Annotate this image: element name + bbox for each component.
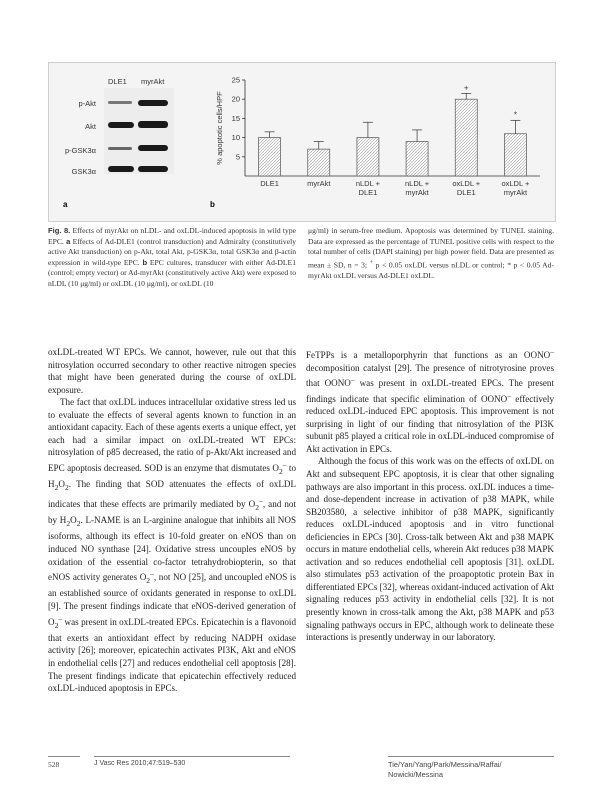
blot-band — [138, 100, 168, 106]
y-tick-label: 20 — [231, 94, 240, 104]
bar — [259, 138, 281, 176]
figure-caption-right: μg/ml) in serum-free medium. Apoptosis was determined by TUNEL staining. Data are expressed as the percentage of TUNEL positive cells with respect to the total number of cells (DAPI staining) per high power field. Data are presented as mean ± SD, n = 3; + p < 0.05 oxLDL versus nLDL or control; * p < 0.05 Ad-myrAkt oxLDL versus Ad-DLE1 oxLDL. — [308, 226, 554, 280]
blot-band — [108, 101, 132, 104]
x-tick-label: myrAkt — [307, 179, 331, 188]
blot-band — [108, 122, 134, 128]
blot-row-label: p-Akt — [78, 99, 96, 108]
body-column-right — [306, 346, 554, 644]
bar — [357, 138, 379, 176]
y-tick-label: 10 — [231, 133, 240, 143]
footer-rule — [94, 756, 290, 757]
blot-column-label-myrakt: myrAkt — [141, 77, 165, 86]
apoptosis-bar-chart — [210, 70, 550, 210]
body-paragraph: The fact that oxLDL induces intracellular oxidative stress led us to evaluate the effects of several agents known to function in an antioxidant capacity. Each of these agents exerts a unique effect, yet each had a similar impact on oxLDL-treated WT EPCs: nitrosylation of p85 decreased, the ratio of p-Akt/Akt increased and EPC apoptosis decreased. SOD is an enzyme that dismutates $O_2^-$ to $H_2O_2$. The finding that SOD attenuates the effects of oxLDL indicates that these effects are primarily mediated by $O_2^-$, and not by $H_2O_2$. L-NAME is an L-arginine analogue that inhibits all NOS isoforms, although its effect is 10-fold greater on eNOS than on induced NO synthase [24]. Oxidative stress uncouples eNOS by oxidation of the essential co-factor tetrahydrobiopterin, so that eNOS activity generates $O_2^-$, not NO [25], and uncoupled eNOS is an established source of oxidants generated in response to oxLDL [9]. The present findings indicate that eNOS-derived generation of $O_2^-$ was present in oxLDL-treated EPCs. Epicatechin is a flavonoid that exerts an antioxidant effect by reducing NADPH oxidase activity [26]; moreover, epicatechin activates PI3K, Akt and eNOS in endothelial cells [27] and reduces endothelial cell apoptosis [28]. The present findings indicate that epicatechin effectively reduced oxLDL-induced apoptosis in EPCs. — [48, 397, 296, 694]
footer-rule — [388, 756, 554, 757]
journal-citation: J Vasc Res 2010;47:519–530 — [94, 760, 186, 767]
blot-band — [138, 145, 168, 151]
figure-caption-left: Fig. 8. Effects of myrAkt on nLDL- and oxLDL-induced apoptosis in wild type EPC. a Effects of Ad-DLE1 (control transduction) and Admiralty (constitutively active Akt transduction) on p-Akt, total Akt, p-GSK3α, total GSK3α and β-actin expression in wild-type EPC. b EPC cultures, transducer with either Ad-DLE1 (control; empty vector) or Ad-myrAkt (constitutively active Akt) were exposed to nLDL (10 μg/ml) or oxLDL (10 μg/ml), or oxLDL (10 — [48, 226, 296, 288]
significance-marker: + — [463, 83, 469, 93]
x-tick-label: myrAkt — [405, 188, 429, 197]
y-tick-label: 5 — [235, 152, 240, 162]
y-tick-label: 15 — [231, 113, 240, 123]
page-number: 528 — [48, 760, 60, 769]
x-tick-label: oxLDL + — [452, 179, 481, 188]
author-line: Nowicki/Messina — [388, 770, 444, 779]
x-tick-label: DLE1 — [456, 188, 476, 197]
body-column-left — [48, 346, 296, 695]
x-tick-label: nLDL + — [405, 179, 430, 188]
body-paragraph: FeTPPs is a metalloporphyrin that functions as an OONO– decomposition catalyst [29]. The presence of nitrotyrosine proves that OONO– was present in oxLDL-treated EPCs. The present findings indicate that specific elimination of OONO– effectively reduced oxLDL-induced EPC apoptosis. This improvement is not surprising in light of our finding that nitrosylation of the PI3K subunit p85 played a critical role in oxLDL-induced compromise of Akt activation in EPCs. — [306, 347, 555, 454]
blot-band — [138, 166, 168, 172]
x-tick-label: nLDL + — [355, 179, 380, 188]
blot-band — [108, 147, 132, 150]
body-paragraph: Although the focus of this work was on the effects of oxLDL on Akt and subsequent EPC apoptosis, it is clear that other signaling pathways are also important in this process. oxLDL induces a time- and dose-dependent increase in activation of p38 MAPK, while SB203580, a selective inhibitor of p38 MAPK, significantly reduces oxLDL-induced apoptosis and in vitro functional deficiencies in EPCs [30]. Cross-talk between Akt and p38 MAPK occurs in mature endothelial cells, wherein Akt reduces p38 MAPK activation and so reduces endothelial cell apoptosis [31]. oxLDL also stimulates p53 activation of the proapoptotic protein Bax in differentiated EPCs [32], whereas oxidant-induced activation of Akt signaling reduces p53 activity in endothelial cells [32]. It is not presently known in cross-talk among the Akt, p38 MAPK and p53 signaling pathways occurs in EPC, although work to delineate these interactions is presently underway in our laboratory. — [306, 456, 554, 643]
x-tick-label: oxLDL + — [501, 179, 530, 188]
blot-band — [138, 121, 168, 128]
footer-rule — [48, 756, 80, 757]
panel-letter-a: a — [63, 200, 68, 209]
x-tick-label: DLE1 — [358, 188, 378, 197]
significance-marker: * — [513, 110, 517, 120]
x-tick-label: DLE1 — [260, 179, 279, 188]
blot-row-label: GSK3α — [71, 167, 96, 176]
x-tick-label: myrAkt — [503, 188, 528, 197]
blot-row-label: p-GSK3α — [64, 146, 96, 155]
blot-column-label-dle1: DLE1 — [108, 77, 127, 86]
bar — [308, 149, 330, 176]
western-blot-image — [104, 88, 174, 174]
y-tick-label: 25 — [231, 75, 240, 85]
panel-letter-b: b — [210, 200, 215, 209]
blot-band — [108, 166, 134, 172]
bar — [455, 99, 477, 176]
bar — [406, 141, 428, 176]
author-line: Tie/Yan/Yang/Park/Messina/Raffai/ — [388, 760, 502, 769]
y-axis-label: % apoptotic cells/HPF — [215, 91, 224, 165]
body-paragraph: oxLDL-treated WT EPCs. We cannot, however, rule out that this nitrosylation occurred secondary to other reactive nitrogen species that might have been generated during the course of oxLDL exposure. — [48, 347, 296, 395]
author-list — [388, 760, 502, 780]
blot-row-label: Akt — [85, 122, 96, 131]
bar — [504, 134, 526, 176]
